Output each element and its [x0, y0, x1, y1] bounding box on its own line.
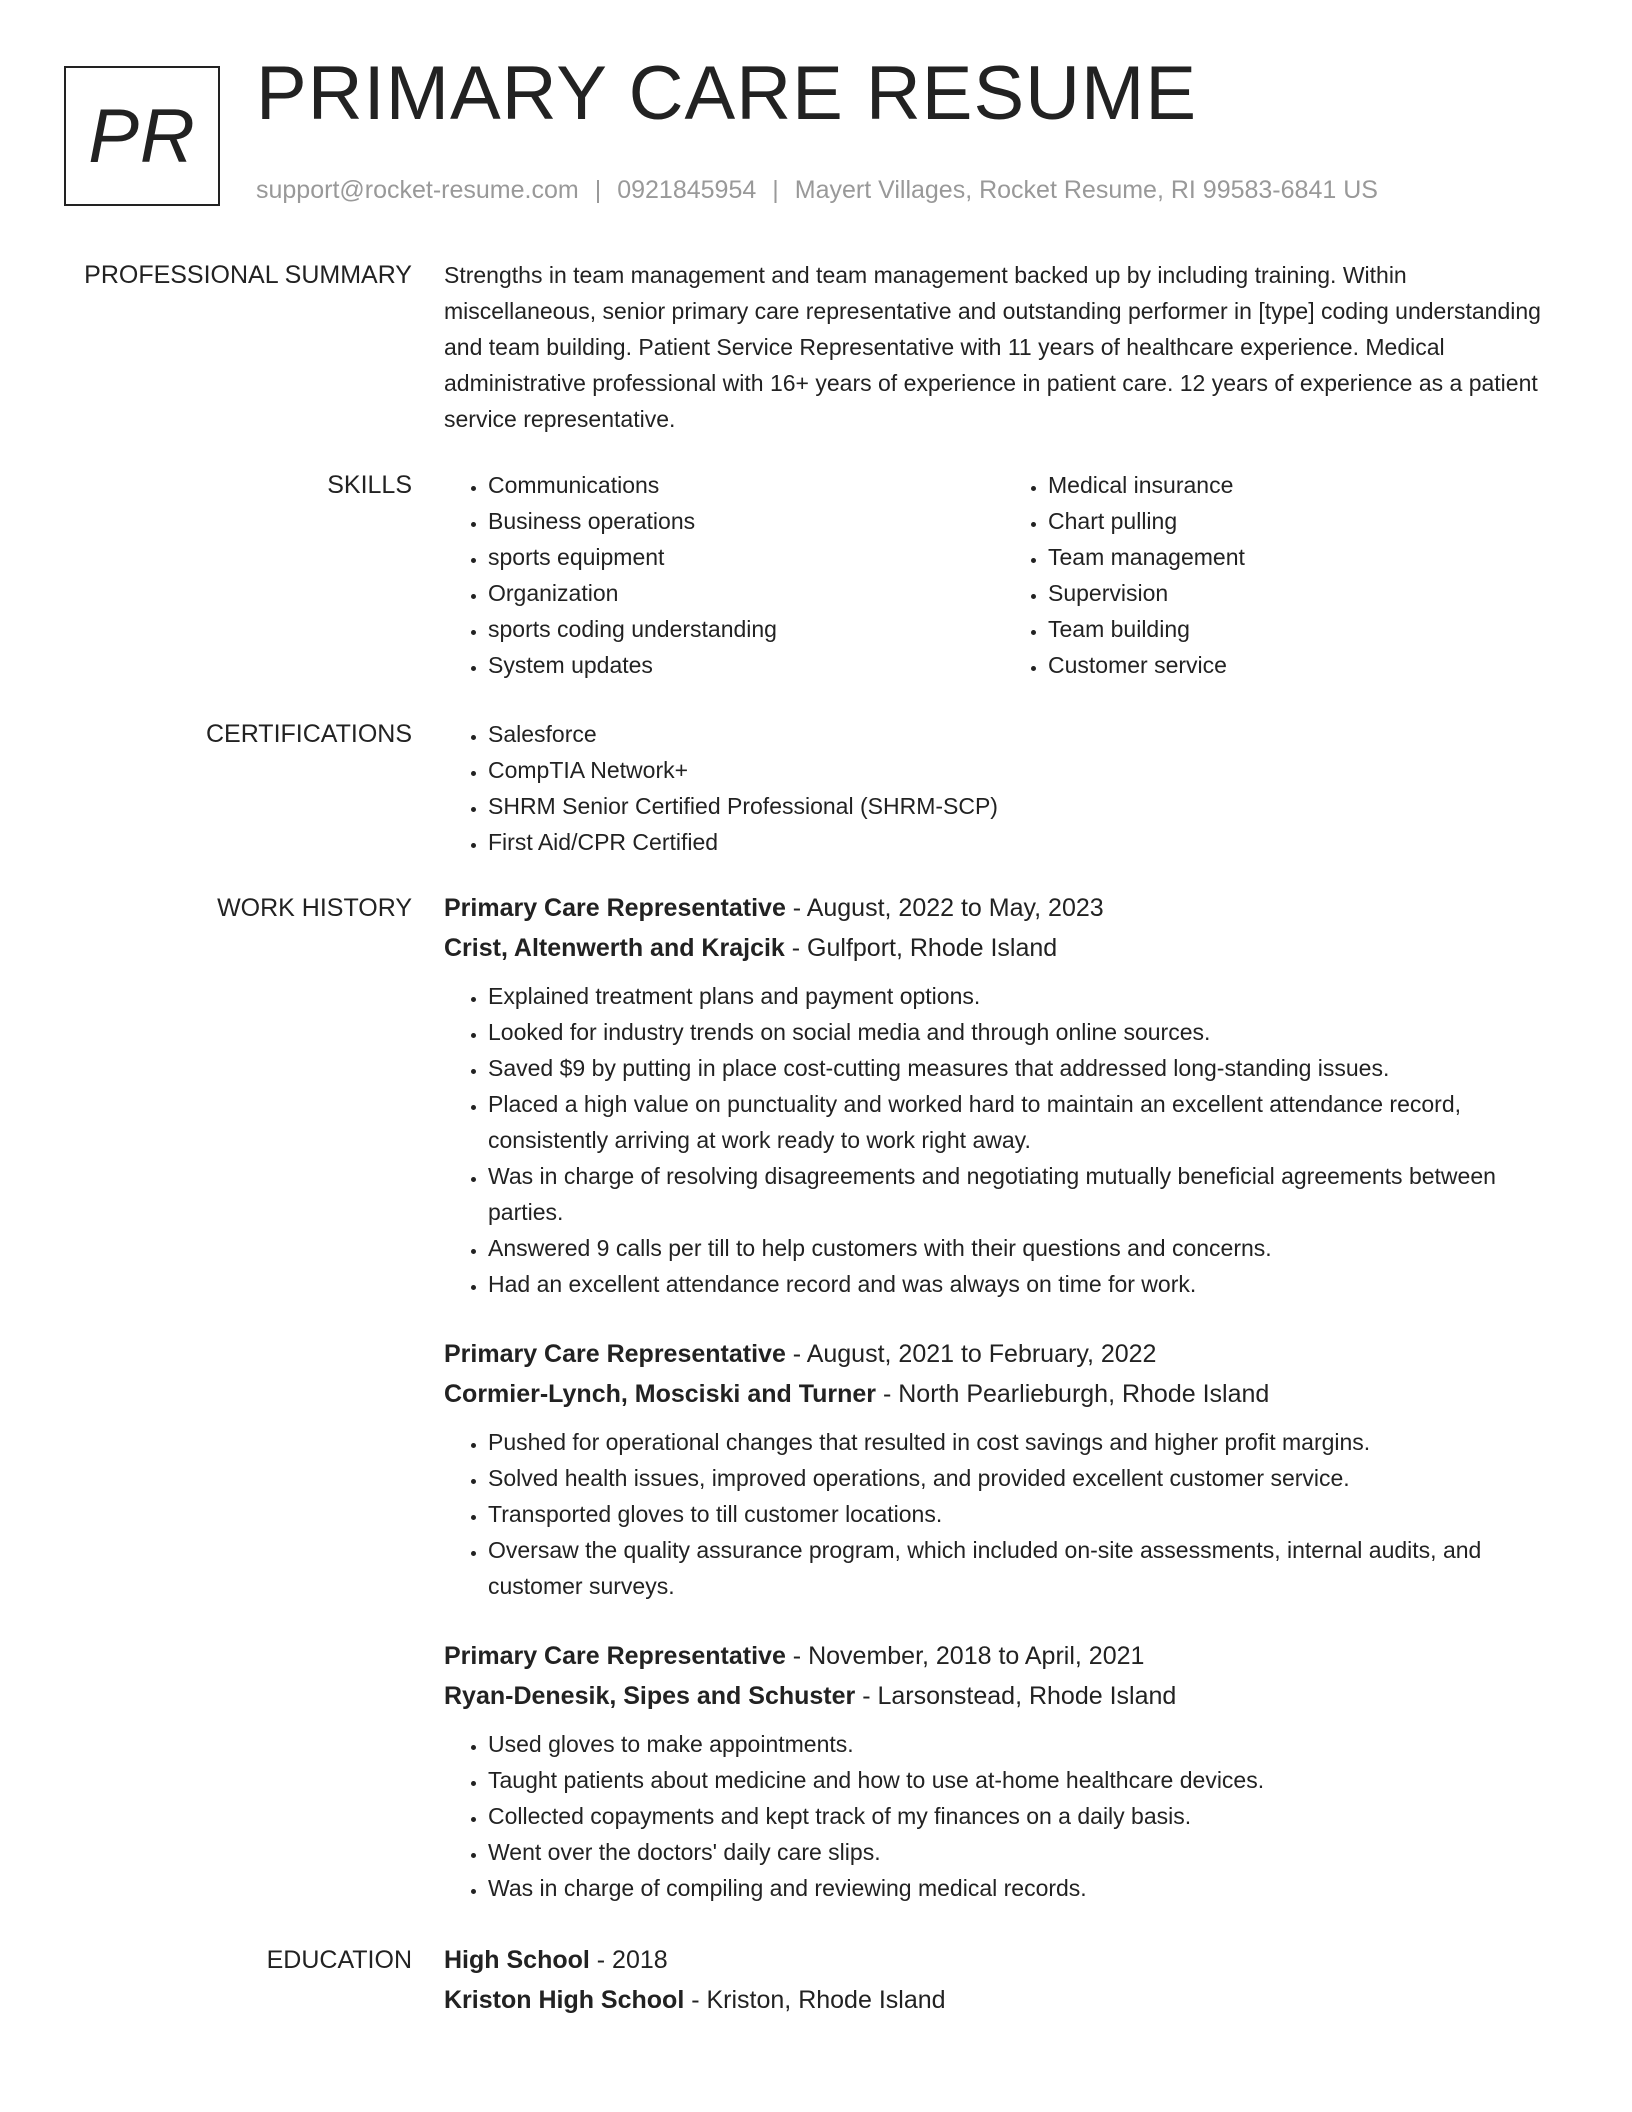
skill-item: • sports coding understanding	[488, 611, 1004, 647]
work-history-heading: WORK HISTORY	[217, 894, 412, 922]
skills-columns	[444, 467, 1564, 683]
job-bullets	[444, 978, 1564, 1302]
job-bullet: • Used gloves to make appointments.	[488, 1726, 1564, 1762]
skill-item: • Customer service	[1048, 647, 1564, 683]
job-company-line	[444, 1676, 1564, 1716]
job-bullet: • Saved $9 by putting in place cost-cutting measures that addressed long-standing issues.	[488, 1050, 1564, 1086]
education-degree-line	[444, 1940, 1564, 1980]
job-company: Ryan-Denesik, Sipes and Schuster	[444, 1682, 856, 1710]
education-heading: EDUCATION	[266, 1946, 412, 1974]
job-bullet: • Was in charge of resolving disagreements and negotiating mutually beneficial agreements between parties.	[488, 1158, 1564, 1230]
job-company-line	[444, 1374, 1564, 1414]
job-bullet: • Pushed for operational changes that resulted in cost savings and higher profit margins.	[488, 1424, 1564, 1460]
job-bullet: • Solved health issues, improved operations, and provided excellent customer service.	[488, 1460, 1564, 1496]
education-location: - Kriston, Rhode Island	[684, 1986, 946, 2014]
job-bullet: • Oversaw the quality assurance program, which included on-site assessments, internal audits, and customer surveys.	[488, 1532, 1564, 1604]
monogram-logo: PR	[64, 66, 220, 206]
skill-item: • Chart pulling	[1048, 503, 1564, 539]
job-bullet: • Went over the doctors' daily care slips.	[488, 1834, 1564, 1870]
education-year: - 2018	[589, 1946, 668, 1974]
job-title-line	[444, 888, 1564, 928]
certifications-heading: CERTIFICATIONS	[205, 720, 412, 748]
job-entry	[444, 1636, 1564, 1906]
job-bullets	[444, 1424, 1564, 1604]
skill-item: • Business operations	[488, 503, 1004, 539]
certifications-list	[444, 716, 1564, 860]
education-school-line	[444, 1980, 1564, 2020]
job-dates: - August, 2022 to May, 2023	[785, 894, 1104, 922]
job-entry	[444, 1334, 1564, 1604]
contact-separator: |	[594, 176, 602, 204]
job-title-line	[444, 1636, 1564, 1676]
contact-line	[256, 176, 1378, 205]
contact-email[interactable]: support@rocket-resume.com	[256, 176, 579, 204]
job-company: Crist, Altenwerth and Krajcik	[444, 934, 785, 962]
job-bullet: • Was in charge of compiling and reviewing medical records.	[488, 1870, 1564, 1906]
summary-text: Strengths in team management and team management backed up by including training. Within miscellaneous, senior primary care representative and outstanding performer in [type] coding understanding and team building. Patient Service Representative with 11 years of healthcare experience. Medical administrative professional with 16+ years of experience in patient care. 12 years of experience as a patient service representative.	[444, 262, 1541, 432]
job-location: - Gulfport, Rhode Island	[784, 934, 1058, 962]
education-body	[444, 1940, 1564, 2020]
job-bullet: • Collected copayments and kept track of my finances on a daily basis.	[488, 1798, 1564, 1834]
job-title: Primary Care Representative	[444, 894, 786, 922]
job-dates: - August, 2021 to February, 2022	[785, 1340, 1157, 1368]
job-location: - North Pearlieburgh, Rhode Island	[876, 1380, 1270, 1408]
skill-item: • Communications	[488, 467, 1004, 503]
job-bullet: • Had an excellent attendance record and was always on time for work.	[488, 1266, 1564, 1302]
skill-item: • System updates	[488, 647, 1004, 683]
education-school: Kriston High School	[444, 1986, 685, 2014]
job-company-line	[444, 928, 1564, 968]
resume-title: PRIMARY CARE RESUME	[256, 51, 1198, 136]
job-entry	[444, 888, 1564, 1302]
job-bullet: • Looked for industry trends on social media and through online sources.	[488, 1014, 1564, 1050]
job-title: Primary Care Representative	[444, 1642, 786, 1670]
skill-item: • Medical insurance	[1048, 467, 1564, 503]
summary-heading: PROFESSIONAL SUMMARY	[84, 261, 412, 289]
skill-item: • Team building	[1048, 611, 1564, 647]
job-bullet: • Explained treatment plans and payment options.	[488, 978, 1564, 1014]
skill-item: • Team management	[1048, 539, 1564, 575]
job-bullet: • Transported gloves to till customer locations.	[488, 1496, 1564, 1532]
certification-item: • CompTIA Network+	[488, 752, 1564, 788]
certification-item: • SHRM Senior Certified Professional (SHRM-SCP)	[488, 788, 1564, 824]
job-location: - Larsonstead, Rhode Island	[855, 1682, 1177, 1710]
skills-heading: SKILLS	[327, 471, 412, 499]
job-title: Primary Care Representative	[444, 1340, 786, 1368]
certification-item: • First Aid/CPR Certified	[488, 824, 1564, 860]
job-bullet: • Placed a high value on punctuality and worked hard to maintain an excellent attendance record, consistently arriving at work ready to work right away.	[488, 1086, 1564, 1158]
skill-item: • Supervision	[1048, 575, 1564, 611]
job-company: Cormier-Lynch, Mosciski and Turner	[444, 1380, 877, 1408]
skill-item: • sports equipment	[488, 539, 1004, 575]
certification-item: • Salesforce	[488, 716, 1564, 752]
contact-separator: |	[772, 176, 779, 204]
contact-phone[interactable]: 0921845954	[617, 176, 757, 204]
skills-list-left	[444, 467, 1004, 683]
contact-address: Mayert Villages, Rocket Resume, RI 99583-6841 US	[794, 176, 1378, 204]
work-history-body	[444, 888, 1564, 1906]
education-degree: High School	[444, 1946, 590, 1974]
certifications-body	[444, 716, 1564, 860]
skills-list-right	[1004, 467, 1564, 683]
job-bullets	[444, 1726, 1564, 1906]
job-bullet: • Answered 9 calls per till to help customers with their questions and concerns.	[488, 1230, 1564, 1266]
job-title-line	[444, 1334, 1564, 1374]
job-bullet: • Taught patients about medicine and how to use at-home healthcare devices.	[488, 1762, 1564, 1798]
skill-item: • Organization	[488, 575, 1004, 611]
job-dates: - November, 2018 to April, 2021	[785, 1642, 1145, 1670]
